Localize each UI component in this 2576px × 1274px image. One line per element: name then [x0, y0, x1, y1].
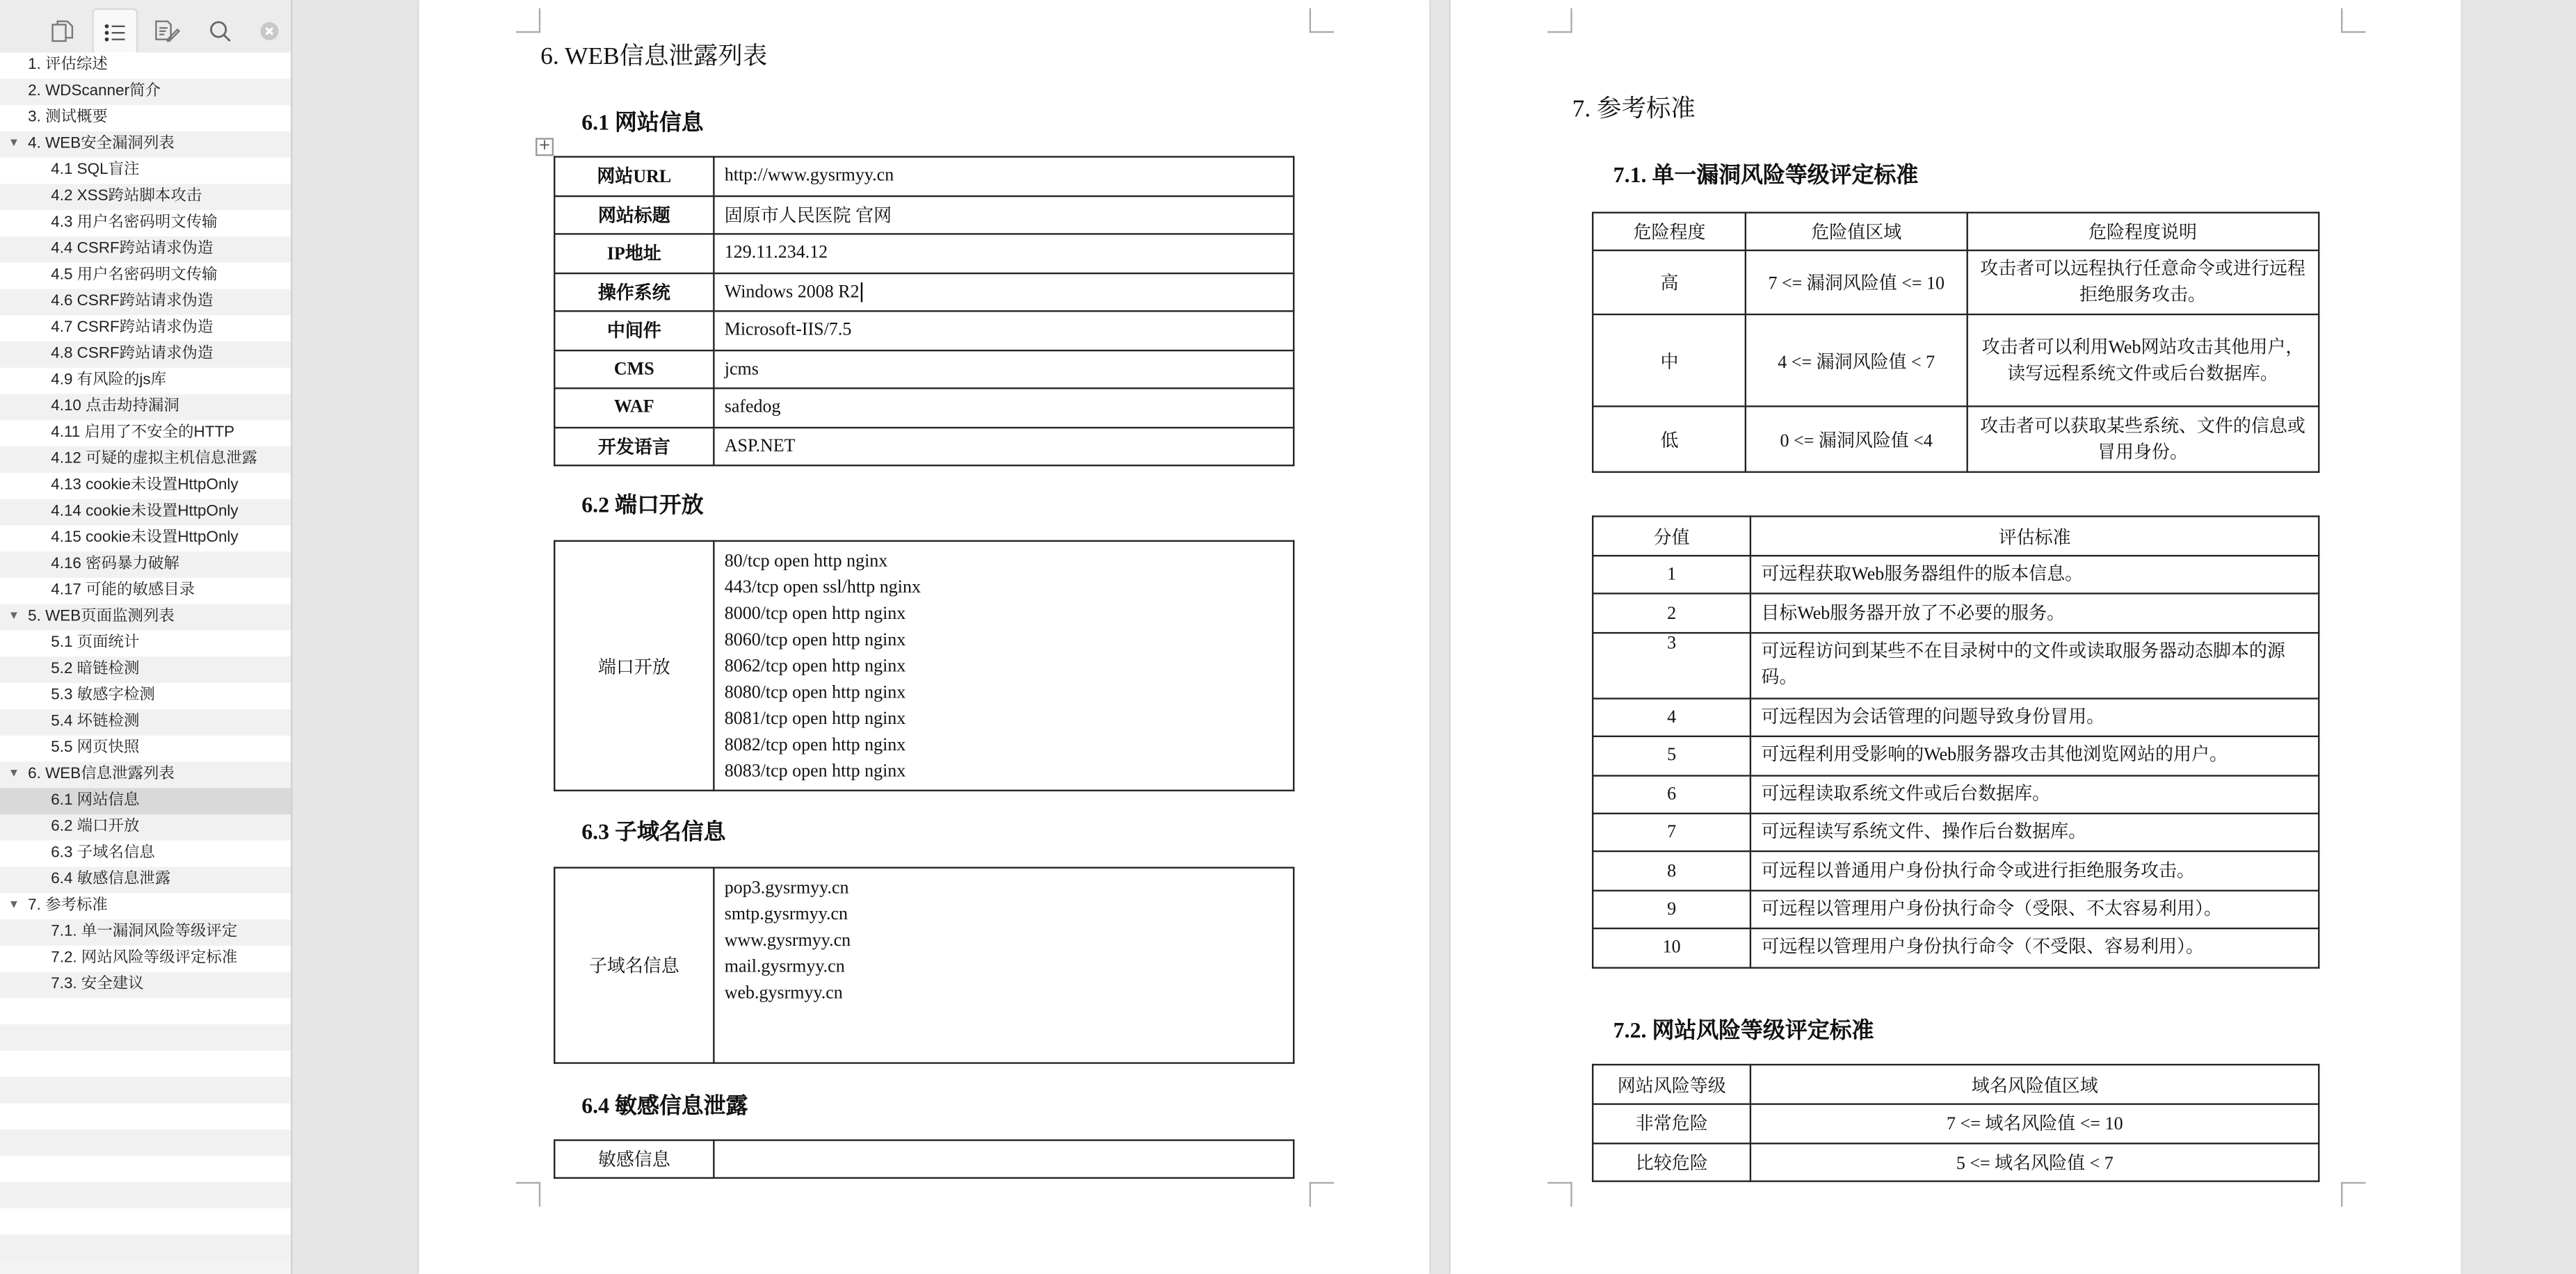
score-criteria: 可远程获取Web服务器组件的版本信息。: [1750, 556, 2319, 594]
outline-item-label: 4.13 cookie未设置HttpOnly: [51, 476, 239, 494]
field-value-text: 固原市人民医院 官网: [724, 206, 892, 227]
table-row: [1593, 1143, 2319, 1181]
outline-item-label: 4.8 CSRF跨站请求伪造: [51, 344, 214, 363]
outline-item-label: 4.4 CSRF跨站请求伪造: [51, 239, 214, 258]
outline-item[interactable]: [0, 709, 291, 736]
outline-item[interactable]: [0, 525, 291, 551]
field-label: IP地址: [554, 234, 714, 272]
document-page: [419, 0, 1429, 1274]
field-value: [714, 427, 1294, 465]
subdomain-entry: smtp.gysrmyy.cn: [724, 904, 848, 925]
outline-item-label: 5.4 坏链检测: [51, 712, 140, 731]
subdomain-entry: pop3.gysrmyy.cn: [724, 878, 849, 898]
sensitive-info-table: [554, 1139, 1294, 1179]
outline-item[interactable]: [0, 263, 291, 289]
outline-empty-row: [0, 1129, 291, 1156]
port-entry: 8062/tcp open http nginx: [724, 656, 906, 676]
pages-icon[interactable]: [41, 10, 83, 52]
outline-item[interactable]: [0, 893, 291, 919]
outline-item[interactable]: [0, 79, 291, 105]
outline-item[interactable]: [0, 499, 291, 526]
site-risk-level-table: [1592, 1064, 2319, 1182]
document-page: [1451, 0, 2461, 1274]
annotate-icon[interactable]: [146, 10, 188, 52]
outline-item[interactable]: [0, 631, 291, 657]
table-row: [554, 156, 1294, 195]
site-risk-range: 5 <= 域名风险值 < 7: [1750, 1143, 2319, 1181]
subdomain-list: [714, 868, 1294, 1063]
ports-label: 端口开放: [554, 541, 714, 791]
port-entry: 80/tcp open http nginx: [724, 551, 888, 571]
table-header-row: [1593, 213, 2319, 250]
field-label: 中间件: [554, 311, 714, 349]
score-value: 5: [1593, 736, 1750, 775]
score-criteria: 可远程访问到某些不在目录树中的文件或读取服务器动态脚本的源码。: [1750, 633, 2319, 698]
crop-mark: [1310, 1182, 1334, 1207]
website-info-table: [554, 156, 1294, 466]
outline-item[interactable]: [0, 184, 291, 210]
outline-item[interactable]: [0, 604, 291, 631]
field-label: 网站URL: [554, 156, 714, 195]
score-criteria: 可远程以管理用户身份执行命令（受限、不太容易利用）。: [1750, 890, 2319, 928]
field-value: [714, 234, 1294, 272]
outline-item-label: 1. 评估综述: [28, 56, 108, 74]
outline-empty-row: [0, 1234, 291, 1261]
outline-item-label: 4.17 可能的敏感目录: [51, 581, 195, 599]
port-entry: 8000/tcp open http nginx: [724, 603, 906, 623]
outline-empty-row: [0, 1051, 291, 1077]
score-criteria-table: [1592, 515, 2319, 967]
outline-item[interactable]: [0, 210, 291, 236]
outline-item-label: 4.11 启用了不安全的HTTP: [51, 424, 235, 442]
outline-item-label: 3. 测试概要: [28, 108, 108, 127]
table-row: [1593, 852, 2319, 890]
subdomain-entry: web.gysrmyy.cn: [724, 983, 843, 1003]
outline-item[interactable]: [0, 736, 291, 762]
subsection-heading: 7.2. 网站风险等级评定标准: [1613, 1017, 1874, 1043]
table-row: [1593, 928, 2319, 967]
field-value-text: safedog: [724, 397, 781, 418]
risk-range: 0 <= 漏洞风险值 <4: [1746, 406, 1967, 471]
outline-item[interactable]: [0, 131, 291, 158]
port-entry: 8060/tcp open http nginx: [724, 629, 906, 650]
outline-item-label: 4.16 密码暴力破解: [51, 554, 179, 573]
score-criteria: 可远程因为会话管理的问题导致身份冒用。: [1750, 698, 2319, 736]
subdomain-entry: www.gysrmyy.cn: [724, 930, 851, 951]
outline-item-label: 4.6 CSRF跨站请求伪造: [51, 292, 214, 311]
outline-item[interactable]: [0, 972, 291, 999]
score-value: 6: [1593, 775, 1750, 813]
field-label: 网站标题: [554, 195, 714, 234]
port-entry: 8080/tcp open http nginx: [724, 682, 906, 702]
outline-item[interactable]: [0, 236, 291, 263]
table-row: [1593, 775, 2319, 813]
search-icon[interactable]: [199, 10, 241, 52]
risk-range: 4 <= 漏洞风险值 < 7: [1746, 314, 1967, 406]
disclosure-triangle-icon[interactable]: ▼: [8, 138, 20, 150]
outline-empty-row: [0, 1209, 291, 1235]
column-header: 危险值区域: [1746, 213, 1967, 250]
table-row: [1593, 556, 2319, 594]
outline-item[interactable]: [0, 919, 291, 946]
outline-empty-row: [0, 998, 291, 1024]
table-row: [554, 195, 1294, 234]
outline-item[interactable]: [0, 473, 291, 499]
table-row: [1593, 250, 2319, 314]
outline-item-label: 2. WDScanner简介: [28, 82, 161, 101]
score-value: 1: [1593, 556, 1750, 594]
table-row: [554, 273, 1294, 311]
port-entry: 8081/tcp open http nginx: [724, 708, 906, 729]
score-value: 10: [1593, 928, 1750, 967]
outline-item[interactable]: [0, 841, 291, 867]
outline-list: [0, 53, 291, 1261]
subdomain-entry: mail.gysrmyy.cn: [724, 957, 845, 977]
outline-empty-row: [0, 1024, 291, 1051]
score-value: 4: [1593, 698, 1750, 736]
outline-item-label: 4.5 用户名密码明文传输: [51, 266, 218, 284]
outline-item-label: 5. WEB页面监测列表: [28, 607, 175, 626]
outline-item-label: 7.3. 安全建议: [51, 975, 144, 994]
close-icon[interactable]: [250, 10, 289, 52]
table-header-row: [1593, 516, 2319, 556]
risk-range: 7 <= 漏洞风险值 <= 10: [1746, 250, 1967, 314]
outline-item-label: 4.12 可疑的虚拟主机信息泄露: [51, 449, 258, 468]
port-entry: 8083/tcp open http nginx: [724, 761, 906, 781]
table-row: [554, 311, 1294, 349]
field-label: 操作系统: [554, 273, 714, 311]
score-criteria: 可远程读取系统文件或后台数据库。: [1750, 775, 2319, 813]
table-row: [1593, 736, 2319, 775]
risk-level: 高: [1593, 250, 1746, 314]
outline-item-label: 4.3 用户名密码明文传输: [51, 213, 218, 232]
outline-item[interactable]: [0, 946, 291, 972]
section-heading: 6. WEB信息泄露列表: [540, 44, 768, 71]
outline-item-label: 6.2 端口开放: [51, 817, 140, 836]
table-row: [1593, 633, 2319, 698]
crop-mark: [1547, 8, 1572, 33]
column-header: 危险程度说明: [1967, 213, 2319, 250]
crop-mark: [516, 1182, 540, 1207]
vuln-risk-level-table: [1592, 212, 2319, 473]
risk-description: 攻击者可以利用Web网站攻击其他用户，读写远程系统文件或后台数据库。: [1967, 314, 2319, 406]
outline-item-label: 7. 参考标准: [28, 896, 108, 914]
outline-item[interactable]: [0, 551, 291, 578]
site-risk-level: 非常危险: [1593, 1104, 1750, 1143]
risk-level: 中: [1593, 314, 1746, 406]
outline-item-label: 5.2 暗链检测: [51, 660, 140, 679]
outline-empty-row: [0, 1077, 291, 1104]
outline-item-label: 7.2. 网站风险等级评定标准: [51, 949, 238, 967]
table-header-row: [1593, 1065, 2319, 1104]
risk-description: 攻击者可以获取某些系统、文件的信息或冒用身份。: [1967, 406, 2319, 471]
crop-mark: [1547, 1182, 1572, 1207]
score-value: 8: [1593, 852, 1750, 890]
field-value-text: ASP.NET: [724, 436, 796, 456]
risk-description: 攻击者可以远程执行任意命令或进行远程拒绝服务攻击。: [1967, 250, 2319, 314]
outline-item[interactable]: [0, 289, 291, 316]
outline-item-label: 4.14 cookie未设置HttpOnly: [51, 502, 239, 521]
score-value: 3: [1593, 633, 1750, 698]
outline-item[interactable]: [0, 578, 291, 604]
score-criteria: 可远程读写系统文件、操作后台数据库。: [1750, 814, 2319, 852]
outline-item-label: 6. WEB信息泄露列表: [28, 765, 175, 784]
outline-empty-row: [0, 1103, 291, 1129]
disclosure-triangle-icon[interactable]: ▼: [8, 899, 20, 912]
outline-item[interactable]: [0, 341, 291, 368]
table-row: [554, 234, 1294, 272]
outline-item[interactable]: [0, 788, 291, 814]
table-row: [1593, 406, 2319, 471]
outline-item-label: 7.1. 单一漏洞风险等级评定: [51, 922, 238, 941]
outline-item-label: 4. WEB安全漏洞列表: [28, 134, 175, 153]
subsection-heading: 6.2 端口开放: [581, 492, 704, 517]
disclosure-triangle-icon[interactable]: ▼: [8, 768, 20, 780]
field-value: [714, 156, 1294, 195]
open-ports-table: [554, 540, 1294, 791]
outline-item-label: 6.3 子域名信息: [51, 844, 155, 862]
column-header: 危险程度: [1593, 213, 1746, 250]
outline-sidebar: [0, 0, 292, 1274]
table-row: [554, 388, 1294, 426]
subsection-heading: 6.3 子域名信息: [581, 819, 726, 844]
crop-mark: [2341, 8, 2365, 33]
outline-item-label: 4.10 点击劫持漏洞: [51, 397, 179, 416]
table-row: [1593, 814, 2319, 852]
column-header: 分值: [1593, 516, 1750, 556]
outline-item[interactable]: [0, 656, 291, 683]
site-risk-range: 7 <= 域名风险值 <= 10: [1750, 1104, 2319, 1143]
table-row: [1593, 314, 2319, 406]
sensitive-info-value[interactable]: [714, 1140, 1294, 1178]
outline-item[interactable]: [0, 315, 291, 341]
score-criteria: 可远程以普通用户身份执行命令或进行拒绝服务攻击。: [1750, 852, 2319, 890]
outline-item-label: 4.7 CSRF跨站请求伪造: [51, 318, 214, 337]
port-entry: 8082/tcp open http nginx: [724, 734, 906, 755]
outline-item[interactable]: [0, 394, 291, 421]
outline-item-label: 4.9 有风险的js库: [51, 371, 167, 389]
score-criteria: 可远程利用受影响的Web服务器攻击其他浏览网站的用户。: [1750, 736, 2319, 775]
sidebar-toolbar: [0, 0, 291, 54]
crop-mark: [1310, 8, 1334, 33]
outline-item[interactable]: [0, 761, 291, 788]
field-label: 开发语言: [554, 427, 714, 465]
outline-item[interactable]: [0, 53, 291, 79]
outline-item[interactable]: [0, 814, 291, 841]
port-entry: 443/tcp open ssl/http nginx: [724, 576, 921, 597]
outline-empty-row: [0, 1156, 291, 1182]
outline-item[interactable]: [0, 683, 291, 709]
subsection-heading: 7.1. 单一漏洞风险等级评定标准: [1613, 162, 1919, 188]
score-value: 9: [1593, 890, 1750, 928]
table-row: [1593, 698, 2319, 736]
sensitive-info-label: 敏感信息: [554, 1140, 714, 1178]
score-value: 2: [1593, 594, 1750, 632]
field-value: [714, 350, 1294, 388]
field-value-text: jcms: [724, 359, 759, 379]
outline-item-label: 4.1 SQL盲注: [51, 161, 140, 179]
outline-item-label: 5.5 网页快照: [51, 739, 140, 757]
column-header: 域名风险值区域: [1750, 1065, 2319, 1104]
outline-item-label: 5.1 页面统计: [51, 634, 140, 652]
subsection-heading: 6.4 敏感信息泄露: [581, 1093, 748, 1118]
crop-mark: [516, 8, 540, 33]
outline-item-label: 5.3 敏感字检测: [51, 686, 155, 704]
field-value-text: Microsoft-IIS/7.5: [724, 320, 852, 341]
table-row: [1593, 1104, 2319, 1143]
outline-item[interactable]: [0, 158, 291, 184]
text-cursor: [861, 282, 862, 302]
table-row: [554, 427, 1294, 465]
subdomain-table: [554, 867, 1294, 1064]
field-value-text: 129.11.234.12: [724, 243, 828, 264]
site-risk-level: 比较危险: [1593, 1143, 1750, 1181]
score-value: 7: [1593, 814, 1750, 852]
outline-item[interactable]: [0, 105, 291, 131]
outline-item[interactable]: [0, 867, 291, 894]
outline-item[interactable]: [0, 368, 291, 394]
risk-level: 低: [1593, 406, 1746, 471]
field-value-text: Windows 2008 R2: [724, 281, 860, 302]
outline-item-label: 4.2 XSS跨站脚本攻击: [51, 187, 202, 206]
field-value: [714, 388, 1294, 426]
score-criteria: 目标Web服务器开放了不必要的服务。: [1750, 594, 2319, 632]
field-value: [714, 311, 1294, 349]
ports-list: [714, 541, 1294, 791]
table-row: [1593, 594, 2319, 632]
outline-item-label: 6.1 网站信息: [51, 791, 140, 809]
outline-empty-row: [0, 1182, 291, 1209]
field-label: CMS: [554, 350, 714, 388]
table-row: [1593, 890, 2319, 928]
outline-item-label: 6.4 敏感信息泄露: [51, 870, 171, 889]
field-value: [714, 273, 1294, 311]
outline-item[interactable]: [0, 446, 291, 473]
field-value-text: http://www.gysrmyy.cn: [724, 166, 894, 186]
subsection-heading: 6.1 网站信息: [581, 110, 704, 135]
score-criteria: 可远程以管理用户身份执行命令（不受限、容易利用）。: [1750, 928, 2319, 967]
section-heading: 7. 参考标准: [1572, 97, 1696, 124]
outline-item-label: 4.15 cookie未设置HttpOnly: [51, 529, 239, 547]
subdomain-label: 子域名信息: [554, 868, 714, 1063]
field-label: WAF: [554, 388, 714, 426]
table-move-handle-icon[interactable]: +: [536, 138, 554, 156]
column-header: 网站风险等级: [1593, 1065, 1750, 1104]
outline-icon[interactable]: [92, 8, 138, 54]
outline-item[interactable]: [0, 420, 291, 446]
field-value: [714, 195, 1294, 234]
column-header: 评估标准: [1750, 516, 2319, 556]
table-row: [554, 350, 1294, 388]
crop-mark: [2341, 1182, 2365, 1207]
disclosure-triangle-icon[interactable]: ▼: [8, 611, 20, 622]
